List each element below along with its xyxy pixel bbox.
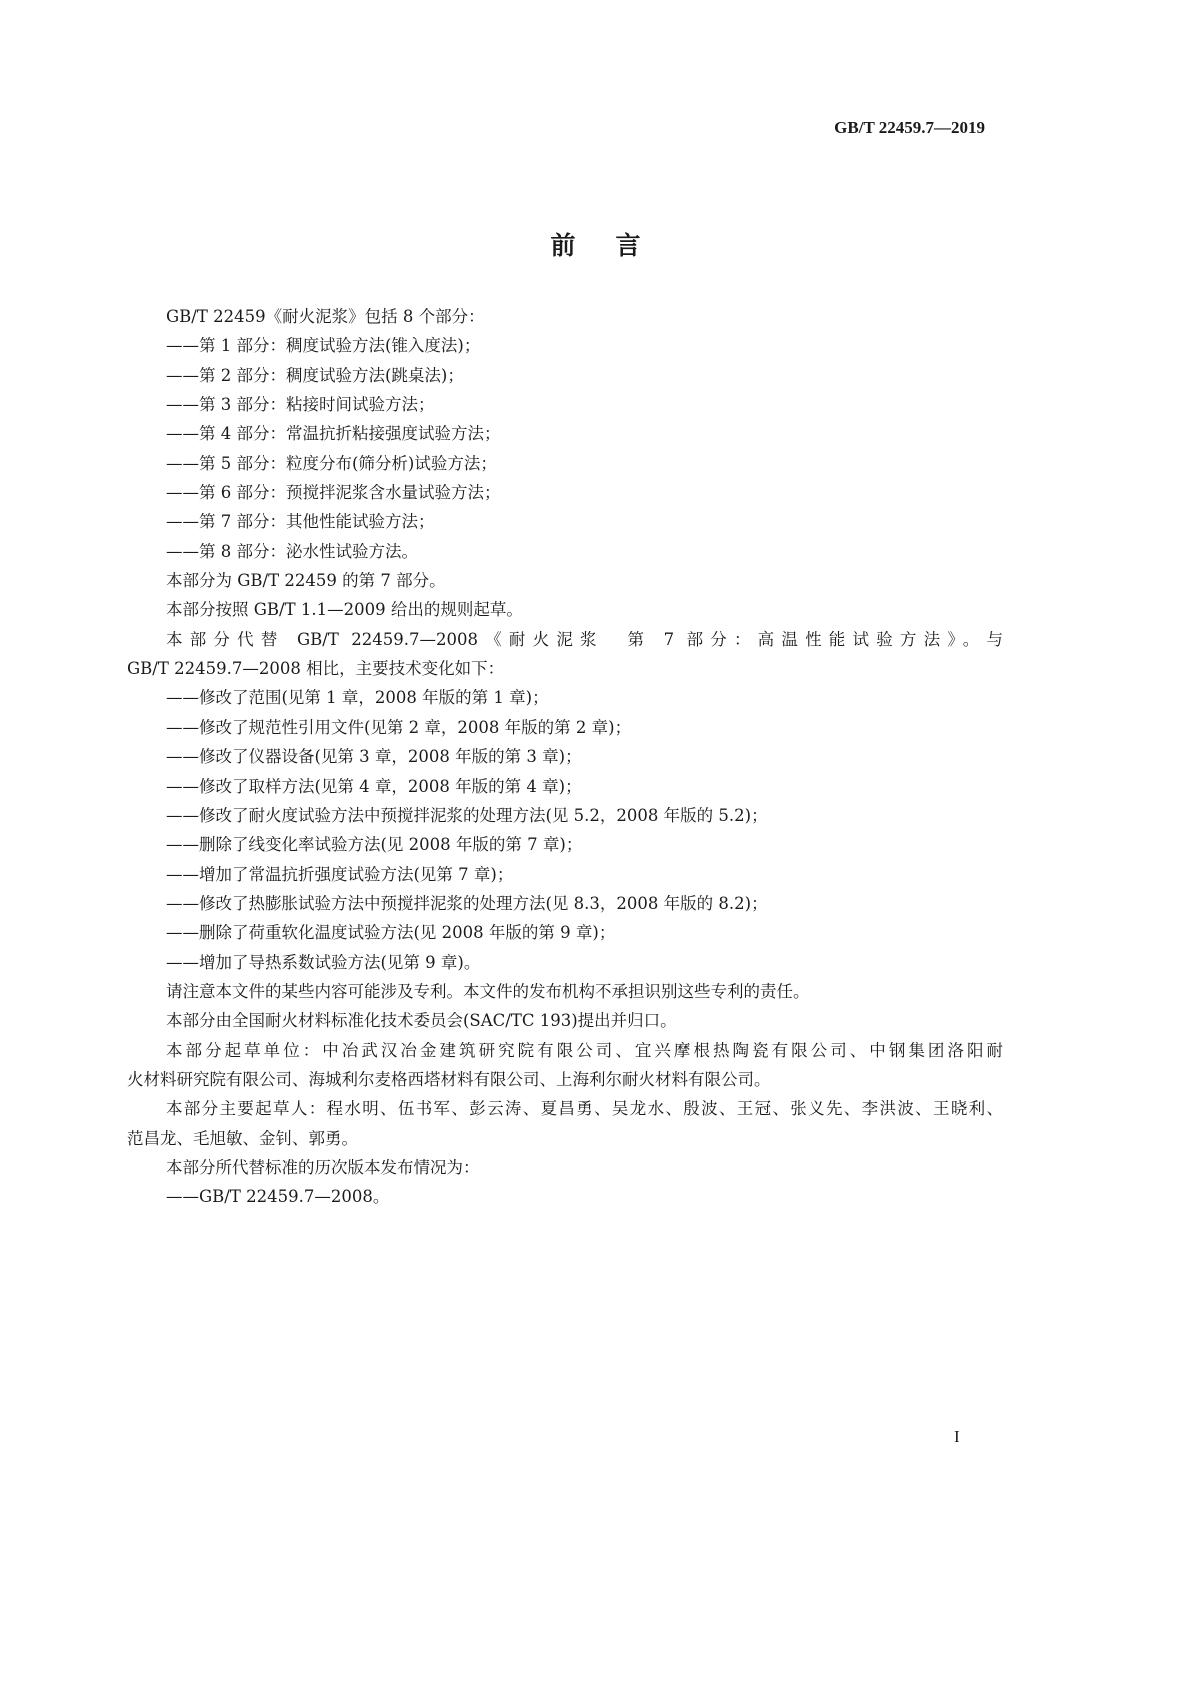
text-line: 请注意本文件的某些内容可能涉及专利。本文件的发布机构不承担识别这些专利的责任。 [166,981,810,1001]
list-item: ——修改了规范性引用文件(见第 2 章，2008 年版的第 2 章)； [166,717,632,737]
list-item: ——删除了线变化率试验方法(见 2008 年版的第 7 章)； [166,835,583,855]
list-item: ——第 5 部分：粒度分布(筛分析)试验方法； [166,453,497,473]
text-line: 火材料研究院有限公司、海城利尔麦格西塔材料有限公司、上海利尔耐火材料有限公司。 [127,1069,771,1089]
text-line: GB/T 22459.7—2008 相比，主要技术变化如下： [127,659,505,679]
text-line: GB/T 22459《耐火泥浆》包括 8 个部分： [166,307,485,326]
text-line: 本部分所代替标准的历次版本发布情况为： [166,1157,480,1177]
text-line: 本部分按照 GB/T 1.1—2009 给出的规则起草。 [166,600,523,620]
list-item: ——增加了常温抗折强度试验方法(见第 7 章)； [166,864,514,884]
list-item: ——修改了取样方法(见第 4 章，2008 年版的第 4 章)； [166,776,582,796]
text-line: 本部分由全国耐火材料标准化技术委员会(SAC/TC 193)提出并归口。 [166,1011,677,1031]
text-line: 本部分为 GB/T 22459 的第 7 部分。 [166,571,446,591]
text-line: 范昌龙、毛旭敏、金钊、郭勇。 [127,1128,358,1148]
list-item: ——修改了热膨胀试验方法中预搅拌泥浆的处理方法(见 8.3，2008 年版的 8.2)； [166,893,768,913]
list-item: ——第 6 部分：预搅拌泥浆含水量试验方法； [166,483,501,503]
list-item: ——修改了耐火度试验方法中预搅拌泥浆的处理方法(见 5.2，2008 年版的 5.2)； [166,805,768,825]
list-item: ——删除了荷重软化温度试验方法(见 2008 年版的第 9 章)； [166,923,616,943]
list-item: ——第 1 部分：稠度试验方法(锥入度法)； [166,336,481,356]
text-line: 本部分代替 GB/T 22459.7—2008《耐火泥浆 第 7 部分：高温性能试验方法》。与 [166,629,1003,649]
list-item: ——第 2 部分：稠度试验方法(跳桌法)； [166,365,464,385]
list-item: ——修改了仪器设备(见第 3 章，2008 年版的第 3 章)； [166,747,582,767]
standard-number-header: GB/T 22459.7—2019 [834,118,985,137]
list-item: ——修改了范围(见第 1 章，2008 年版的第 1 章)； [166,688,549,708]
list-item: ——第 4 部分：常温抗折粘接强度试验方法； [166,424,501,444]
foreword-body [127,302,1003,1212]
list-item: ——第 7 部分：其他性能试验方法； [166,512,435,532]
page-number: I [954,1427,960,1446]
text-line: 本部分主要起草人：程水明、伍书军、彭云涛、夏昌勇、吴龙水、殷波、王冠、张义先、李洪波、王晓利、 [166,1099,1003,1119]
text-line: 本部分起草单位：中冶武汉冶金建筑研究院有限公司、宜兴摩根热陶瓷有限公司、中钢集团洛阳耐 [166,1040,1003,1060]
list-item: ——第 3 部分：粘接时间试验方法； [166,395,435,415]
list-item: ——GB/T 22459.7—2008。 [166,1187,390,1207]
list-item: ——第 8 部分：泌水性试验方法。 [166,541,418,561]
list-item: ——增加了导热系数试验方法(见第 9 章)。 [166,952,481,972]
page-title: 前言 [550,231,681,260]
